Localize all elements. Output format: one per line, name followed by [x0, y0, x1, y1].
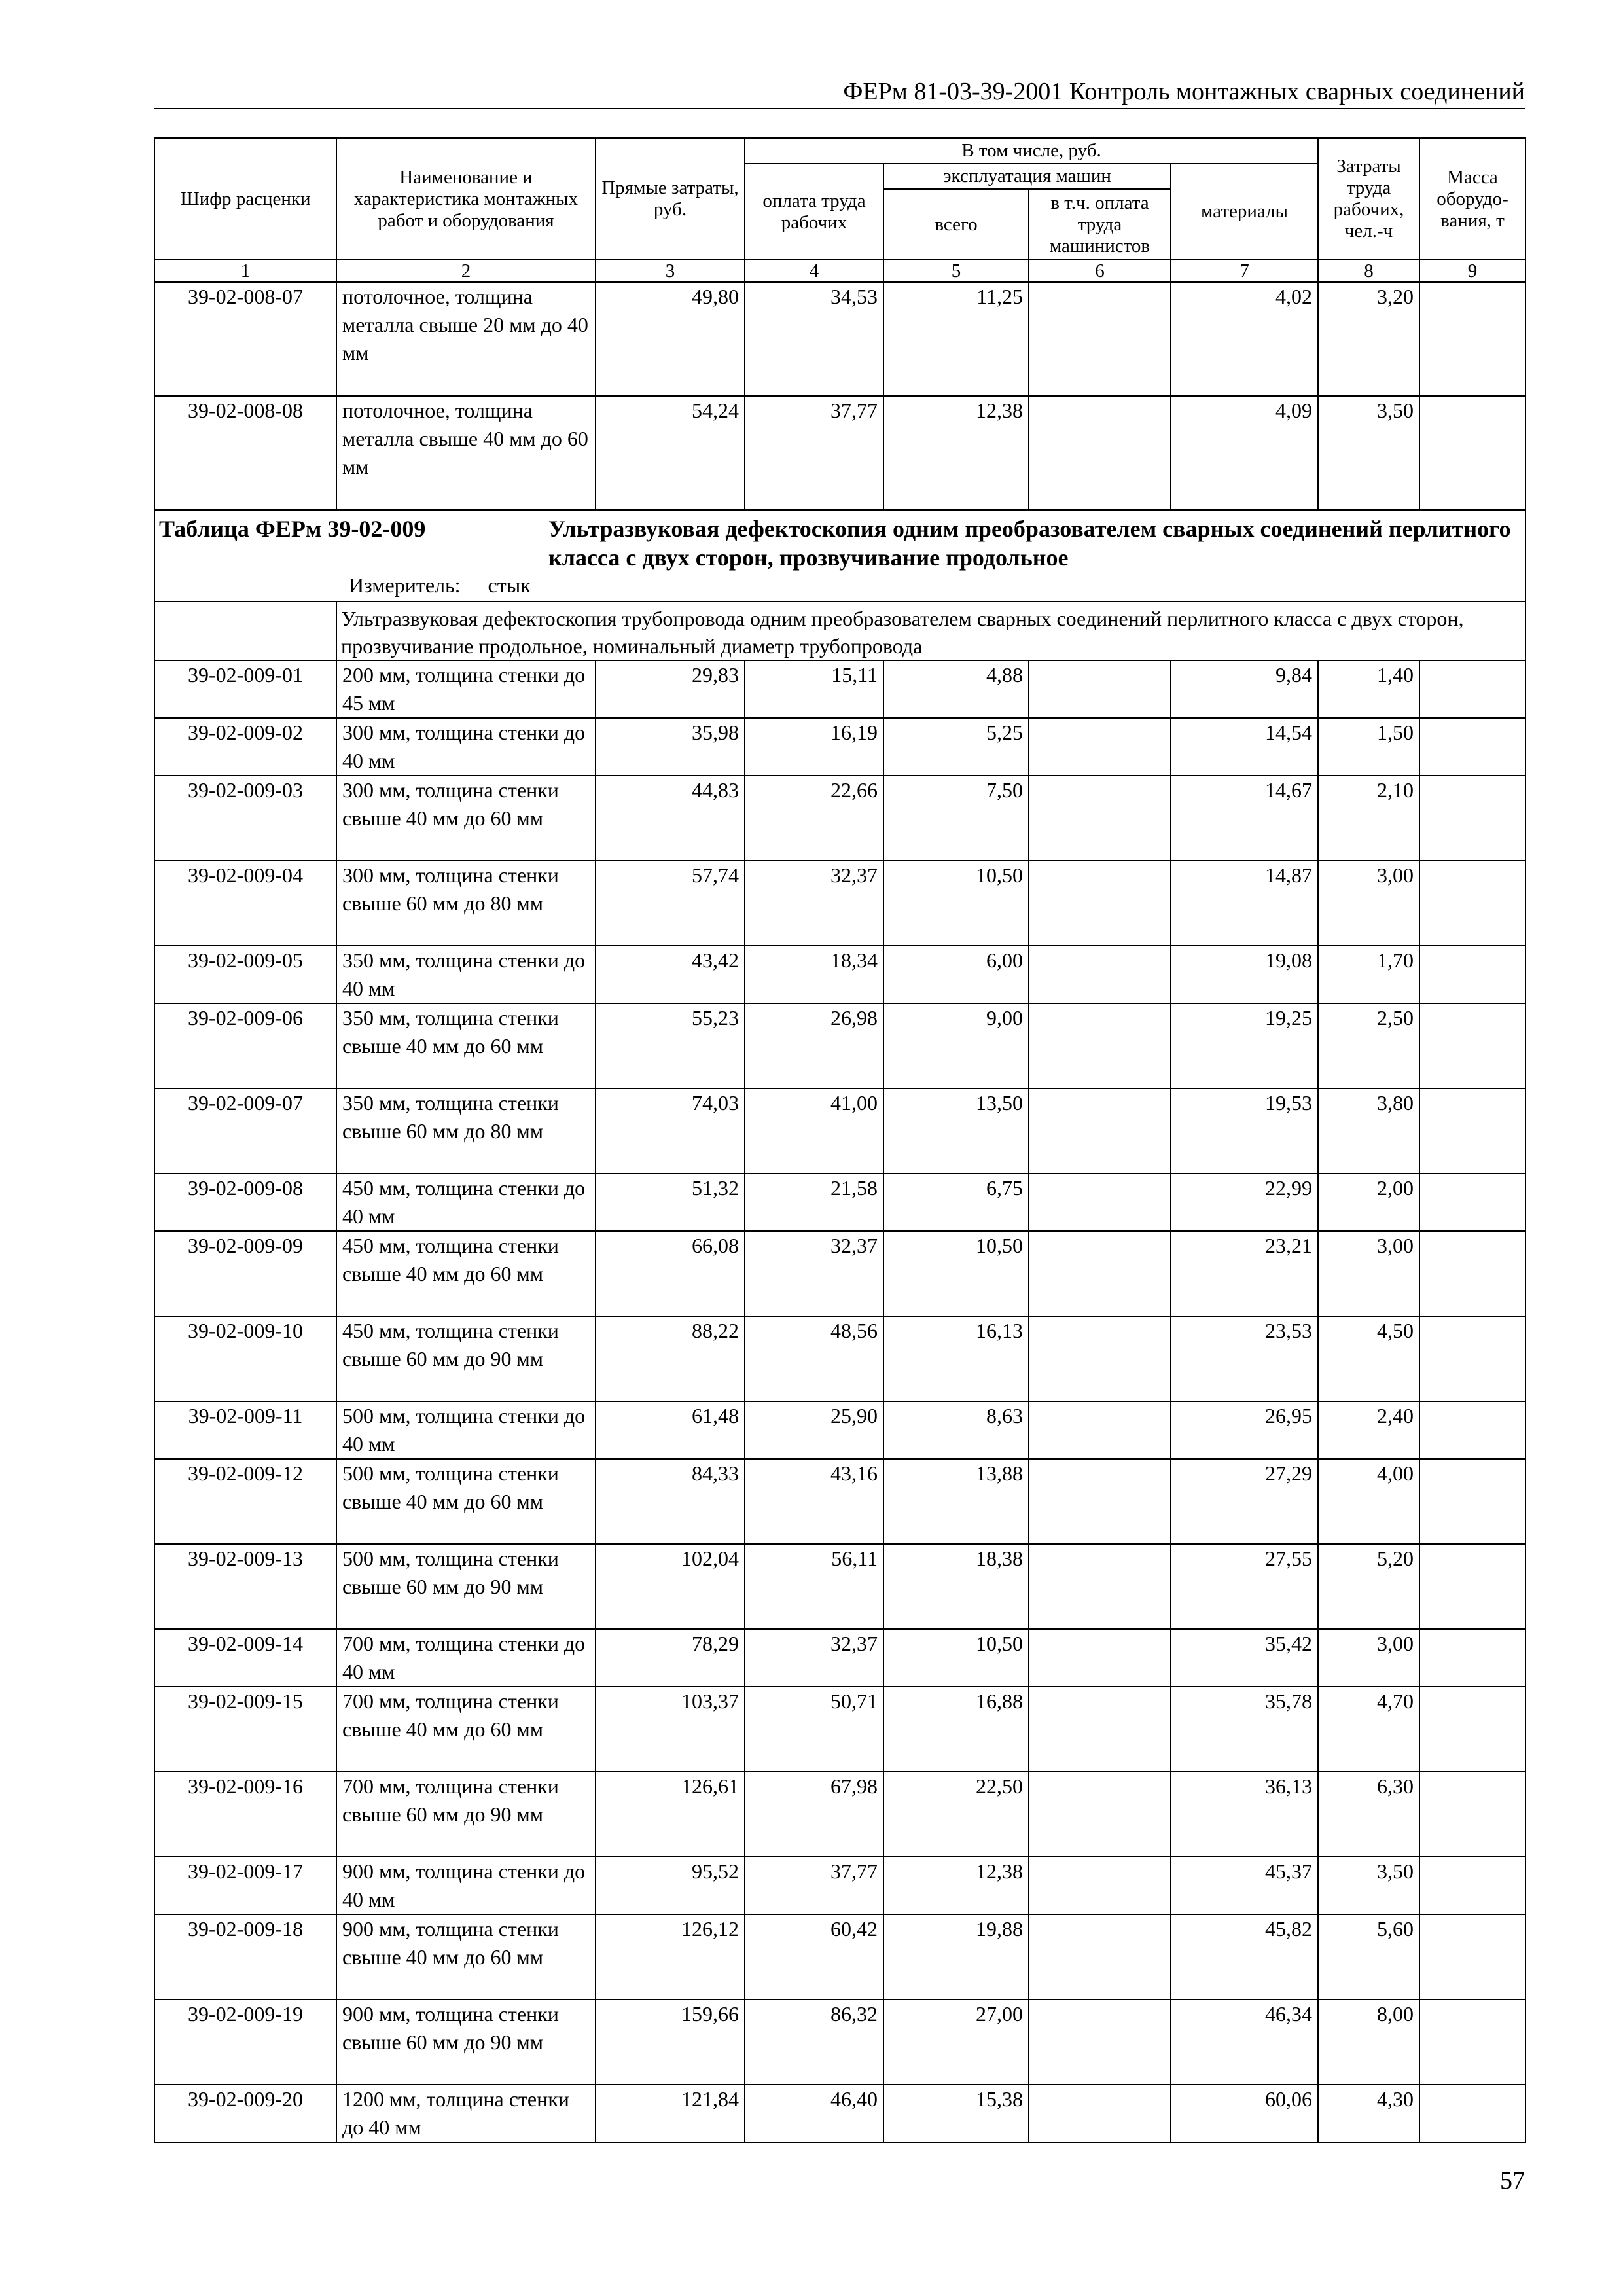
machine-operation-cell: 12,38	[883, 1857, 1029, 1914]
labor-pay-cell: 32,37	[745, 861, 883, 946]
rate-code-cell: 39-02-009-03	[154, 776, 336, 861]
labor-pay-cell: 25,90	[745, 1401, 883, 1459]
table-row	[154, 1459, 1525, 1544]
work-description-cell: 500 мм, толщина стенки свыше 60 мм до 90 мм	[336, 1544, 596, 1629]
column-number: 3	[596, 260, 745, 282]
machinist-pay-cell	[1029, 1003, 1171, 1088]
labor-hours-cell: 3,00	[1318, 1629, 1419, 1687]
labor-hours-cell: 5,20	[1318, 1544, 1419, 1629]
col-header-machinist-pay: в т.ч. оплата труда машинистов	[1029, 189, 1171, 260]
work-description-cell: 500 мм, толщина стенки свыше 40 мм до 60 мм	[336, 1459, 596, 1544]
equipment-mass-cell	[1419, 1544, 1525, 1629]
work-description-cell: 700 мм, толщина стенки свыше 60 мм до 90 мм	[336, 1772, 596, 1857]
materials-cell: 4,02	[1171, 282, 1318, 396]
machine-operation-cell: 27,00	[883, 2000, 1029, 2085]
machine-operation-cell: 16,13	[883, 1316, 1029, 1401]
labor-pay-cell: 86,32	[745, 2000, 883, 2085]
equipment-mass-cell	[1419, 718, 1525, 776]
meter-label: Измеритель:	[349, 573, 461, 597]
column-number: 1	[154, 260, 336, 282]
rate-code-cell: 39-02-009-02	[154, 718, 336, 776]
equipment-mass-cell	[1419, 1088, 1525, 1174]
work-description-cell: 1200 мм, толщина стенки до 40 мм	[336, 2085, 596, 2142]
machinist-pay-cell	[1029, 1316, 1171, 1401]
rate-code-cell: 39-02-009-05	[154, 946, 336, 1003]
equipment-mass-cell	[1419, 1231, 1525, 1316]
section-subtitle: Ультразвуковая дефектоскопия трубопровода одним преобразователем сварных соединений перлитного класса с двух сторон, прозвучивание продольное, номинальный диаметр трубопровода	[336, 601, 1525, 660]
materials-cell: 45,37	[1171, 1857, 1318, 1914]
machinist-pay-cell	[1029, 946, 1171, 1003]
direct-costs-cell: 54,24	[596, 396, 745, 510]
labor-pay-cell: 67,98	[745, 1772, 883, 1857]
labor-hours-cell: 5,60	[1318, 1914, 1419, 2000]
machinist-pay-cell	[1029, 861, 1171, 946]
labor-hours-cell: 2,40	[1318, 1401, 1419, 1459]
machine-operation-cell: 19,88	[883, 1914, 1029, 2000]
labor-pay-cell: 43,16	[745, 1459, 883, 1544]
header-row-1	[154, 138, 1525, 164]
labor-pay-cell: 26,98	[745, 1003, 883, 1088]
machine-operation-cell: 22,50	[883, 1772, 1029, 1857]
machine-operation-cell: 18,38	[883, 1544, 1029, 1629]
rate-code-cell: 39-02-009-15	[154, 1687, 336, 1772]
machine-operation-cell: 4,88	[883, 660, 1029, 718]
col-header-machine-total: всего	[883, 189, 1029, 260]
rate-code-cell: 39-02-009-16	[154, 1772, 336, 1857]
labor-hours-cell: 3,20	[1318, 282, 1419, 396]
materials-cell: 14,54	[1171, 718, 1318, 776]
table-row	[154, 660, 1525, 718]
table-row	[154, 1914, 1525, 2000]
table-row	[154, 1544, 1525, 1629]
col-header-code: Шифр расценки	[154, 138, 336, 260]
labor-hours-cell: 1,70	[1318, 946, 1419, 1003]
column-number: 2	[336, 260, 596, 282]
work-description-cell: 300 мм, толщина стенки свыше 60 мм до 80 мм	[336, 861, 596, 946]
table-title-cell	[154, 510, 1525, 601]
materials-cell: 19,25	[1171, 1003, 1318, 1088]
machinist-pay-cell	[1029, 1459, 1171, 1544]
machine-operation-cell: 10,50	[883, 1629, 1029, 1687]
direct-costs-cell: 44,83	[596, 776, 745, 861]
labor-pay-cell: 18,34	[745, 946, 883, 1003]
labor-pay-cell: 56,11	[745, 1544, 883, 1629]
work-description-cell: 350 мм, толщина стенки свыше 40 мм до 60 мм	[336, 1003, 596, 1088]
col-header-direct-costs: Прямые затраты, руб.	[596, 138, 745, 260]
work-description-cell: 300 мм, толщина стенки до 40 мм	[336, 718, 596, 776]
machinist-pay-cell	[1029, 1914, 1171, 2000]
equipment-mass-cell	[1419, 396, 1525, 510]
equipment-mass-cell	[1419, 1772, 1525, 1857]
equipment-mass-cell	[1419, 1687, 1525, 1772]
machinist-pay-cell	[1029, 1231, 1171, 1316]
rate-code-cell: 39-02-009-04	[154, 861, 336, 946]
labor-pay-cell: 32,37	[745, 1629, 883, 1687]
equipment-mass-cell	[1419, 2085, 1525, 2142]
column-number: 9	[1419, 260, 1525, 282]
section-subtitle-row	[154, 601, 1525, 660]
table-row	[154, 2085, 1525, 2142]
materials-cell: 22,99	[1171, 1174, 1318, 1231]
machinist-pay-cell	[1029, 2085, 1171, 2142]
machine-operation-cell: 11,25	[883, 282, 1029, 396]
equipment-mass-cell	[1419, 776, 1525, 861]
table-row	[154, 396, 1525, 510]
table-row	[154, 718, 1525, 776]
machinist-pay-cell	[1029, 1088, 1171, 1174]
machinist-pay-cell	[1029, 1401, 1171, 1459]
table-title: Ультразвуковая дефектоскопия одним преобразователем сварных соединений перлитного класса с двух сторон, прозвучивание продольное	[548, 516, 1511, 571]
equipment-mass-cell	[1419, 660, 1525, 718]
work-description-cell: 350 мм, толщина стенки свыше 60 мм до 80 мм	[336, 1088, 596, 1174]
equipment-mass-cell	[1419, 1401, 1525, 1459]
machinist-pay-cell	[1029, 1857, 1171, 1914]
labor-hours-cell: 2,10	[1318, 776, 1419, 861]
materials-cell: 35,42	[1171, 1629, 1318, 1687]
work-description-cell: 450 мм, толщина стенки свыше 40 мм до 60 мм	[336, 1231, 596, 1316]
page-number: 57	[1500, 2167, 1525, 2195]
rate-code-cell: 39-02-009-14	[154, 1629, 336, 1687]
equipment-mass-cell	[1419, 282, 1525, 396]
materials-cell: 60,06	[1171, 2085, 1318, 2142]
labor-hours-cell: 3,00	[1318, 861, 1419, 946]
table-row	[154, 1857, 1525, 1914]
table-title-row	[154, 510, 1525, 601]
labor-pay-cell: 21,58	[745, 1174, 883, 1231]
direct-costs-cell: 103,37	[596, 1687, 745, 1772]
direct-costs-cell: 57,74	[596, 861, 745, 946]
work-description-cell: 500 мм, толщина стенки до 40 мм	[336, 1401, 596, 1459]
materials-cell: 35,78	[1171, 1687, 1318, 1772]
direct-costs-cell: 126,61	[596, 1772, 745, 1857]
rate-code-cell: 39-02-009-17	[154, 1857, 336, 1914]
equipment-mass-cell	[1419, 1857, 1525, 1914]
machine-operation-cell: 13,88	[883, 1459, 1029, 1544]
machinist-pay-cell	[1029, 718, 1171, 776]
machine-operation-cell: 7,50	[883, 776, 1029, 861]
direct-costs-cell: 51,32	[596, 1174, 745, 1231]
materials-cell: 46,34	[1171, 2000, 1318, 2085]
rate-code-cell: 39-02-009-07	[154, 1088, 336, 1174]
machine-operation-cell: 8,63	[883, 1401, 1029, 1459]
table-row	[154, 1772, 1525, 1857]
equipment-mass-cell	[1419, 861, 1525, 946]
work-description-cell: 700 мм, толщина стенки до 40 мм	[336, 1629, 596, 1687]
column-number: 8	[1318, 260, 1419, 282]
materials-cell: 9,84	[1171, 660, 1318, 718]
rate-code-cell: 39-02-009-19	[154, 2000, 336, 2085]
materials-cell: 45,82	[1171, 1914, 1318, 2000]
col-header-name: Наименование и характеристика монтажных работ и оборудования	[336, 138, 596, 260]
labor-hours-cell: 8,00	[1318, 2000, 1419, 2085]
labor-hours-cell: 3,50	[1318, 1857, 1419, 1914]
labor-hours-cell: 1,50	[1318, 718, 1419, 776]
machine-operation-cell: 10,50	[883, 1231, 1029, 1316]
equipment-mass-cell	[1419, 1459, 1525, 1544]
labor-pay-cell: 37,77	[745, 1857, 883, 1914]
direct-costs-cell: 88,22	[596, 1316, 745, 1401]
table-row	[154, 1231, 1525, 1316]
page-header-title: ФЕРм 81-03-39-2001 Контроль монтажных сварных соединений	[843, 78, 1525, 105]
direct-costs-cell: 55,23	[596, 1003, 745, 1088]
direct-costs-cell: 121,84	[596, 2085, 745, 2142]
materials-cell: 23,21	[1171, 1231, 1318, 1316]
rate-code-cell: 39-02-009-09	[154, 1231, 336, 1316]
table-row	[154, 282, 1525, 396]
labor-pay-cell: 37,77	[745, 396, 883, 510]
equipment-mass-cell	[1419, 946, 1525, 1003]
machinist-pay-cell	[1029, 660, 1171, 718]
labor-hours-cell: 1,40	[1318, 660, 1419, 718]
table-row	[154, 1174, 1525, 1231]
work-description-cell: 200 мм, толщина стенки до 45 мм	[336, 660, 596, 718]
direct-costs-cell: 35,98	[596, 718, 745, 776]
direct-costs-cell: 74,03	[596, 1088, 745, 1174]
direct-costs-cell: 29,83	[596, 660, 745, 718]
direct-costs-cell: 66,08	[596, 1231, 745, 1316]
rate-code-cell: 39-02-009-08	[154, 1174, 336, 1231]
materials-cell: 4,09	[1171, 396, 1318, 510]
rate-code-cell: 39-02-009-12	[154, 1459, 336, 1544]
col-header-equipment-mass: Масса оборудо-вания, т	[1419, 138, 1525, 260]
rate-code-cell: 39-02-009-06	[154, 1003, 336, 1088]
labor-hours-cell: 6,30	[1318, 1772, 1419, 1857]
materials-cell: 26,95	[1171, 1401, 1318, 1459]
materials-cell: 19,53	[1171, 1088, 1318, 1174]
machinist-pay-cell	[1029, 2000, 1171, 2085]
table-label: Таблица ФЕРм 39-02-009	[159, 516, 426, 542]
rate-code-cell: 39-02-008-07	[154, 282, 336, 396]
machinist-pay-cell	[1029, 1772, 1171, 1857]
machinist-pay-cell	[1029, 1629, 1171, 1687]
column-number: 5	[883, 260, 1029, 282]
work-description-cell: потолочное, толщина металла свыше 40 мм до 60 мм	[336, 396, 596, 510]
labor-pay-cell: 32,37	[745, 1231, 883, 1316]
rate-code-cell: 39-02-009-20	[154, 2085, 336, 2142]
table-row	[154, 776, 1525, 861]
labor-pay-cell: 48,56	[745, 1316, 883, 1401]
equipment-mass-cell	[1419, 1316, 1525, 1401]
price-table	[154, 137, 1526, 2143]
materials-cell: 14,67	[1171, 776, 1318, 861]
table-row	[154, 1687, 1525, 1772]
header-divider	[154, 108, 1525, 109]
machinist-pay-cell	[1029, 1687, 1171, 1772]
direct-costs-cell: 102,04	[596, 1544, 745, 1629]
table-row	[154, 1316, 1525, 1401]
machinist-pay-cell	[1029, 282, 1171, 396]
equipment-mass-cell	[1419, 1174, 1525, 1231]
machinist-pay-cell	[1029, 1174, 1171, 1231]
direct-costs-cell: 126,12	[596, 1914, 745, 2000]
rate-code-cell: 39-02-009-18	[154, 1914, 336, 2000]
labor-pay-cell: 46,40	[745, 2085, 883, 2142]
col-header-machine-operation: эксплуатация машин	[883, 164, 1171, 189]
machine-operation-cell: 16,88	[883, 1687, 1029, 1772]
labor-hours-cell: 3,50	[1318, 396, 1419, 510]
labor-hours-cell: 3,80	[1318, 1088, 1419, 1174]
work-description-cell: 450 мм, толщина стенки свыше 60 мм до 90 мм	[336, 1316, 596, 1401]
equipment-mass-cell	[1419, 1629, 1525, 1687]
rate-code-cell: 39-02-009-13	[154, 1544, 336, 1629]
column-number: 7	[1171, 260, 1318, 282]
rate-code-cell: 39-02-009-10	[154, 1316, 336, 1401]
table-row	[154, 1629, 1525, 1687]
column-number: 6	[1029, 260, 1171, 282]
work-description-cell: 700 мм, толщина стенки свыше 40 мм до 60 мм	[336, 1687, 596, 1772]
work-description-cell: 300 мм, толщина стенки свыше 40 мм до 60 мм	[336, 776, 596, 861]
column-number-row	[154, 260, 1525, 282]
labor-pay-cell: 50,71	[745, 1687, 883, 1772]
machine-operation-cell: 12,38	[883, 396, 1029, 510]
work-description-cell: 900 мм, толщина стенки свыше 40 мм до 60 мм	[336, 1914, 596, 2000]
machinist-pay-cell	[1029, 396, 1171, 510]
labor-hours-cell: 2,00	[1318, 1174, 1419, 1231]
machine-operation-cell: 9,00	[883, 1003, 1029, 1088]
direct-costs-cell: 49,80	[596, 282, 745, 396]
direct-costs-cell: 43,42	[596, 946, 745, 1003]
equipment-mass-cell	[1419, 1003, 1525, 1088]
labor-pay-cell: 41,00	[745, 1088, 883, 1174]
labor-hours-cell: 2,50	[1318, 1003, 1419, 1088]
machine-operation-cell: 6,75	[883, 1174, 1029, 1231]
machine-operation-cell: 13,50	[883, 1088, 1029, 1174]
col-header-materials: материалы	[1171, 164, 1318, 260]
machinist-pay-cell	[1029, 776, 1171, 861]
table-row	[154, 861, 1525, 946]
labor-pay-cell: 15,11	[745, 660, 883, 718]
table-row	[154, 2000, 1525, 2085]
direct-costs-cell: 159,66	[596, 2000, 745, 2085]
labor-hours-cell: 3,00	[1318, 1231, 1419, 1316]
rate-code-cell: 39-02-009-01	[154, 660, 336, 718]
col-header-labor-costs: Затраты труда рабочих, чел.-ч	[1318, 138, 1419, 260]
materials-cell: 23,53	[1171, 1316, 1318, 1401]
direct-costs-cell: 95,52	[596, 1857, 745, 1914]
work-description-cell: 450 мм, толщина стенки до 40 мм	[336, 1174, 596, 1231]
labor-hours-cell: 4,30	[1318, 2085, 1419, 2142]
materials-cell: 19,08	[1171, 946, 1318, 1003]
direct-costs-cell: 61,48	[596, 1401, 745, 1459]
work-description-cell: 900 мм, толщина стенки до 40 мм	[336, 1857, 596, 1914]
equipment-mass-cell	[1419, 2000, 1525, 2085]
labor-pay-cell: 16,19	[745, 718, 883, 776]
machine-operation-cell: 5,25	[883, 718, 1029, 776]
col-header-including: В том числе, руб.	[745, 138, 1318, 164]
labor-hours-cell: 4,00	[1318, 1459, 1419, 1544]
materials-cell: 27,55	[1171, 1544, 1318, 1629]
materials-cell: 14,87	[1171, 861, 1318, 946]
meter-value: стык	[488, 573, 531, 597]
direct-costs-cell: 84,33	[596, 1459, 745, 1544]
materials-cell: 36,13	[1171, 1772, 1318, 1857]
table-row	[154, 1088, 1525, 1174]
work-description-cell: потолочное, толщина металла свыше 20 мм до 40 мм	[336, 282, 596, 396]
machine-operation-cell: 6,00	[883, 946, 1029, 1003]
work-description-cell: 350 мм, толщина стенки до 40 мм	[336, 946, 596, 1003]
meter-line	[159, 572, 1518, 598]
equipment-mass-cell	[1419, 1914, 1525, 2000]
labor-hours-cell: 4,50	[1318, 1316, 1419, 1401]
rate-code-cell: 39-02-008-08	[154, 396, 336, 510]
section-subtitle-spacer	[154, 601, 336, 660]
labor-pay-cell: 34,53	[745, 282, 883, 396]
labor-pay-cell: 22,66	[745, 776, 883, 861]
direct-costs-cell: 78,29	[596, 1629, 745, 1687]
labor-hours-cell: 4,70	[1318, 1687, 1419, 1772]
rate-code-cell: 39-02-009-11	[154, 1401, 336, 1459]
machine-operation-cell: 15,38	[883, 2085, 1029, 2142]
table-row	[154, 1401, 1525, 1459]
labor-pay-cell: 60,42	[745, 1914, 883, 2000]
col-header-labor-pay: оплата труда рабочих	[745, 164, 883, 260]
work-description-cell: 900 мм, толщина стенки свыше 60 мм до 90 мм	[336, 2000, 596, 2085]
table-row	[154, 1003, 1525, 1088]
machine-operation-cell: 10,50	[883, 861, 1029, 946]
table-row	[154, 946, 1525, 1003]
column-number: 4	[745, 260, 883, 282]
machinist-pay-cell	[1029, 1544, 1171, 1629]
materials-cell: 27,29	[1171, 1459, 1318, 1544]
